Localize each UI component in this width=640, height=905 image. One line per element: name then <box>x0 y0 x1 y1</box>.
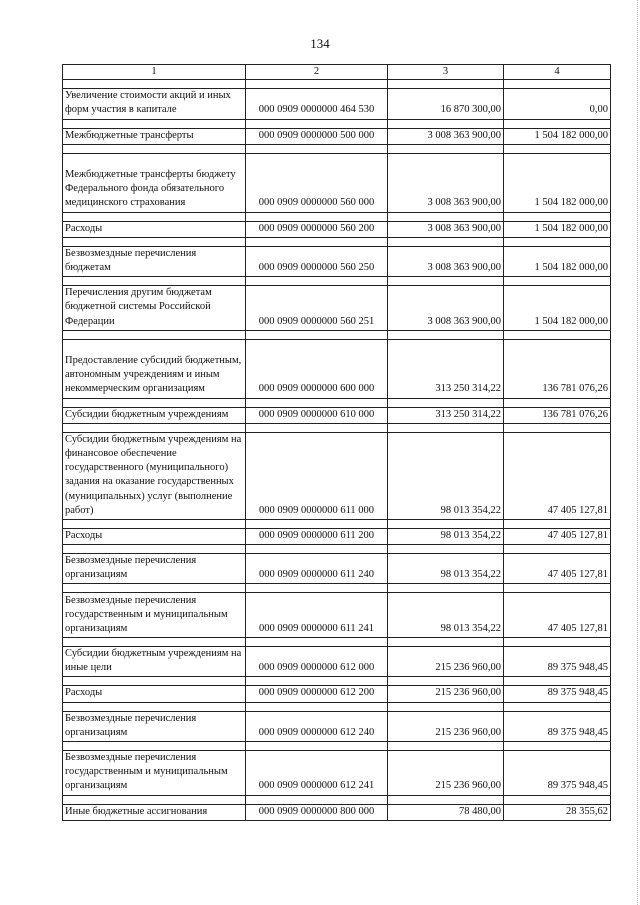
table-row <box>63 153 611 212</box>
row-code-cell: 000 0909 0000000 800 000 <box>246 804 388 820</box>
spacer-cell <box>504 545 611 554</box>
spacer-cell <box>504 144 611 153</box>
row-spacer <box>63 398 611 407</box>
row-spacer <box>63 638 611 647</box>
row-col3-cell: 78 480,00 <box>388 804 504 820</box>
row-name-cell: Расходы <box>63 221 246 237</box>
row-spacer <box>63 519 611 528</box>
header-col-1: 1 <box>63 65 246 80</box>
row-col3-cell: 3 008 363 900,00 <box>388 221 504 237</box>
row-spacer <box>63 795 611 804</box>
spacer-cell <box>246 545 388 554</box>
row-name-cell: Субсидии бюджетным учреждениям <box>63 407 246 423</box>
spacer-cell <box>246 144 388 153</box>
row-name-cell: Субсидии бюджетным учреждениям на иные цели <box>63 647 246 677</box>
row-name-cell: Безвозмездные перечисления бюджетам <box>63 246 246 276</box>
row-code-cell: 000 0909 0000000 560 250 <box>246 246 388 276</box>
spacer-cell <box>504 119 611 128</box>
row-col4-cell: 89 375 948,45 <box>504 686 611 702</box>
row-spacer <box>63 677 611 686</box>
spacer-cell <box>504 237 611 246</box>
scan-edge-line <box>636 0 638 905</box>
spacer-cell <box>504 212 611 221</box>
row-col4-cell: 1 504 182 000,00 <box>504 153 611 212</box>
spacer-cell <box>63 237 246 246</box>
row-col4-cell: 1 504 182 000,00 <box>504 286 611 331</box>
row-code-cell: 000 0909 0000000 612 000 <box>246 647 388 677</box>
table-row <box>63 407 611 423</box>
row-spacer <box>63 212 611 221</box>
row-col3-cell: 98 013 354,22 <box>388 528 504 544</box>
spacer-cell <box>504 795 611 804</box>
row-col4-cell: 47 405 127,81 <box>504 432 611 519</box>
row-spacer <box>63 119 611 128</box>
row-name-cell: Безвозмездные перечисления организациям <box>63 711 246 741</box>
spacer-cell <box>246 795 388 804</box>
row-col3-cell: 3 008 363 900,00 <box>388 153 504 212</box>
row-code-cell: 000 0909 0000000 560 200 <box>246 221 388 237</box>
row-name-cell: Перечисления другим бюджетам бюджетной системы Российской Федерации <box>63 286 246 331</box>
table-row <box>63 647 611 677</box>
row-col3-cell: 215 236 960,00 <box>388 751 504 796</box>
row-name-cell: Безвозмездные перечисления государственным и муниципальным организациям <box>63 593 246 638</box>
header-col-3: 3 <box>388 65 504 80</box>
row-col3-cell: 98 013 354,22 <box>388 593 504 638</box>
table-row <box>63 686 611 702</box>
table-row <box>63 528 611 544</box>
row-code-cell: 000 0909 0000000 500 000 <box>246 128 388 144</box>
row-col4-cell: 89 375 948,45 <box>504 751 611 796</box>
spacer-cell <box>246 702 388 711</box>
spacer-cell <box>63 423 246 432</box>
spacer-cell <box>388 584 504 593</box>
row-col4-cell: 1 504 182 000,00 <box>504 221 611 237</box>
spacer-cell <box>246 119 388 128</box>
row-code-cell: 000 0909 0000000 611 000 <box>246 432 388 519</box>
row-name-cell: Субсидии бюджетным учреждениям на финансовое обеспечение государственного (муниципального) задания на оказание государственных (муниципальных) услуг (выполнение работ) <box>63 432 246 519</box>
table-row <box>63 246 611 276</box>
table-row <box>63 711 611 741</box>
header-col-2: 2 <box>246 65 388 80</box>
row-spacer <box>63 330 611 339</box>
row-col4-cell: 89 375 948,45 <box>504 647 611 677</box>
spacer-cell <box>63 545 246 554</box>
table-row <box>63 128 611 144</box>
row-col3-cell: 3 008 363 900,00 <box>388 246 504 276</box>
row-spacer <box>63 742 611 751</box>
spacer-cell <box>388 423 504 432</box>
spacer-cell <box>63 584 246 593</box>
spacer-cell <box>504 742 611 751</box>
spacer-cell <box>246 212 388 221</box>
spacer-cell <box>504 584 611 593</box>
table-row <box>63 432 611 519</box>
spacer-cell <box>246 423 388 432</box>
row-code-cell: 000 0909 0000000 611 200 <box>246 528 388 544</box>
row-code-cell: 000 0909 0000000 560 000 <box>246 153 388 212</box>
spacer-cell <box>246 237 388 246</box>
spacer-cell <box>388 742 504 751</box>
row-name-cell: Предоставление субсидий бюджетным, автономным учреждениям и иным некоммерческим организациям <box>63 339 246 398</box>
row-col4-cell: 136 781 076,26 <box>504 339 611 398</box>
spacer-cell <box>63 80 246 89</box>
row-col4-cell: 47 405 127,81 <box>504 593 611 638</box>
table-row <box>63 286 611 331</box>
row-col4-cell: 47 405 127,81 <box>504 554 611 584</box>
row-name-cell: Иные бюджетные ассигнования <box>63 804 246 820</box>
spacer-cell <box>388 212 504 221</box>
spacer-cell <box>388 638 504 647</box>
row-code-cell: 000 0909 0000000 612 241 <box>246 751 388 796</box>
spacer-cell <box>388 677 504 686</box>
table-row <box>63 221 611 237</box>
spacer-cell <box>246 519 388 528</box>
spacer-cell <box>63 212 246 221</box>
spacer-cell <box>246 80 388 89</box>
row-col3-cell: 215 236 960,00 <box>388 686 504 702</box>
spacer-cell <box>246 330 388 339</box>
spacer-cell <box>388 330 504 339</box>
row-code-cell: 000 0909 0000000 611 241 <box>246 593 388 638</box>
row-col3-cell: 313 250 314,22 <box>388 407 504 423</box>
spacer-cell <box>504 638 611 647</box>
spacer-cell <box>504 277 611 286</box>
spacer-cell <box>63 702 246 711</box>
row-spacer <box>63 80 611 89</box>
table-header-row <box>63 65 611 80</box>
row-code-cell: 000 0909 0000000 612 240 <box>246 711 388 741</box>
spacer-cell <box>63 519 246 528</box>
row-col4-cell: 136 781 076,26 <box>504 407 611 423</box>
spacer-cell <box>246 677 388 686</box>
spacer-cell <box>246 742 388 751</box>
spacer-cell <box>63 638 246 647</box>
row-col3-cell: 98 013 354,22 <box>388 554 504 584</box>
row-col3-cell: 3 008 363 900,00 <box>388 286 504 331</box>
spacer-cell <box>504 80 611 89</box>
spacer-cell <box>63 144 246 153</box>
row-name-cell: Безвозмездные перечисления государственным и муниципальным организациям <box>63 751 246 796</box>
row-code-cell: 000 0909 0000000 610 000 <box>246 407 388 423</box>
spacer-cell <box>504 398 611 407</box>
table-body <box>63 80 611 821</box>
spacer-cell <box>388 519 504 528</box>
row-name-cell: Расходы <box>63 686 246 702</box>
spacer-cell <box>504 330 611 339</box>
row-col3-cell: 98 013 354,22 <box>388 432 504 519</box>
row-spacer <box>63 545 611 554</box>
row-code-cell: 000 0909 0000000 464 530 <box>246 89 388 119</box>
row-col3-cell: 215 236 960,00 <box>388 711 504 741</box>
spacer-cell <box>246 584 388 593</box>
spacer-cell <box>63 677 246 686</box>
row-name-cell: Увеличение стоимости акций и иных форм участия в капитале <box>63 89 246 119</box>
spacer-cell <box>246 277 388 286</box>
spacer-cell <box>504 677 611 686</box>
row-name-cell: Безвозмездные перечисления организациям <box>63 554 246 584</box>
table-row <box>63 751 611 796</box>
spacer-cell <box>388 277 504 286</box>
spacer-cell <box>388 80 504 89</box>
row-name-cell: Расходы <box>63 528 246 544</box>
row-col3-cell: 3 008 363 900,00 <box>388 128 504 144</box>
row-col4-cell: 89 375 948,45 <box>504 711 611 741</box>
row-col3-cell: 16 870 300,00 <box>388 89 504 119</box>
header-col-4: 4 <box>504 65 611 80</box>
spacer-cell <box>388 545 504 554</box>
row-code-cell: 000 0909 0000000 600 000 <box>246 339 388 398</box>
spacer-cell <box>388 119 504 128</box>
spacer-cell <box>388 398 504 407</box>
row-spacer <box>63 423 611 432</box>
budget-table <box>62 64 611 821</box>
row-code-cell: 000 0909 0000000 612 200 <box>246 686 388 702</box>
spacer-cell <box>246 638 388 647</box>
spacer-cell <box>388 144 504 153</box>
spacer-cell <box>63 330 246 339</box>
row-col3-cell: 313 250 314,22 <box>388 339 504 398</box>
row-col4-cell: 1 504 182 000,00 <box>504 128 611 144</box>
row-col4-cell: 28 355,62 <box>504 804 611 820</box>
spacer-cell <box>63 398 246 407</box>
spacer-cell <box>504 519 611 528</box>
page-number: 134 <box>310 36 330 51</box>
spacer-cell <box>388 702 504 711</box>
row-spacer <box>63 237 611 246</box>
row-col4-cell: 47 405 127,81 <box>504 528 611 544</box>
row-code-cell: 000 0909 0000000 611 240 <box>246 554 388 584</box>
row-code-cell: 000 0909 0000000 560 251 <box>246 286 388 331</box>
spacer-cell <box>63 742 246 751</box>
row-spacer <box>63 277 611 286</box>
table-row <box>63 804 611 820</box>
spacer-cell <box>504 702 611 711</box>
row-name-cell: Межбюджетные трансферты бюджету Федерального фонда обязательного медицинского страхования <box>63 153 246 212</box>
row-col4-cell: 0,00 <box>504 89 611 119</box>
row-spacer <box>63 702 611 711</box>
table-row <box>63 554 611 584</box>
row-spacer <box>63 144 611 153</box>
row-col3-cell: 215 236 960,00 <box>388 647 504 677</box>
row-col4-cell: 1 504 182 000,00 <box>504 246 611 276</box>
spacer-cell <box>388 237 504 246</box>
table-row <box>63 89 611 119</box>
spacer-cell <box>63 119 246 128</box>
table-row <box>63 593 611 638</box>
row-name-cell: Межбюджетные трансферты <box>63 128 246 144</box>
spacer-cell <box>63 795 246 804</box>
spacer-cell <box>504 423 611 432</box>
spacer-cell <box>63 277 246 286</box>
table-row <box>63 339 611 398</box>
row-spacer <box>63 584 611 593</box>
spacer-cell <box>388 795 504 804</box>
spacer-cell <box>246 398 388 407</box>
